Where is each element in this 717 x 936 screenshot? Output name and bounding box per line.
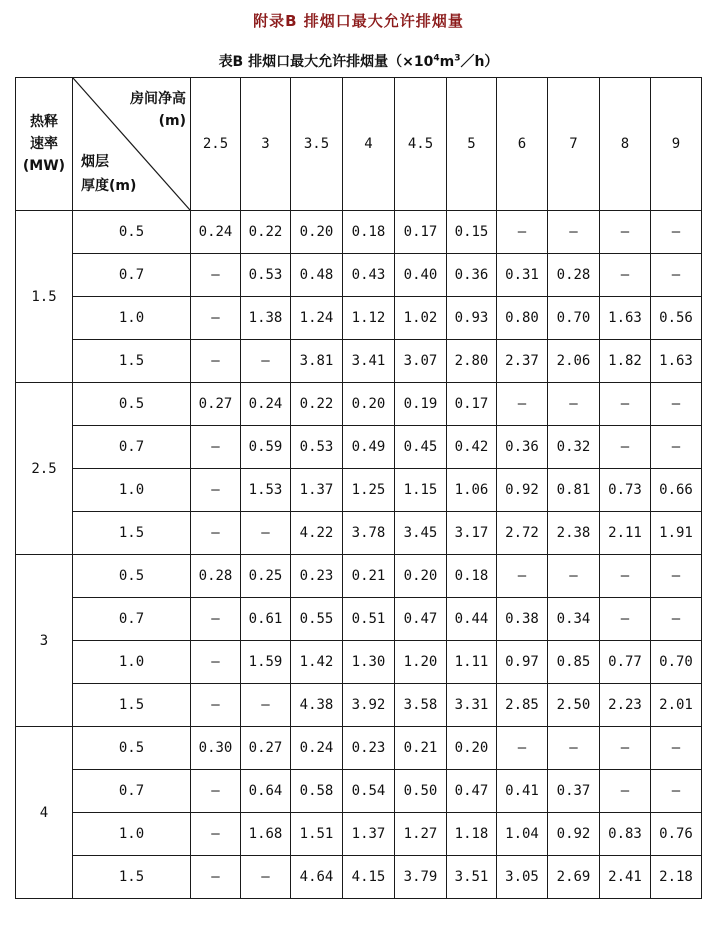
exhaust-rate-cell: 0.70 (548, 297, 600, 340)
exhaust-rate-cell: 0.19 (395, 383, 447, 426)
exhaust-rate-cell: 0.27 (241, 727, 291, 770)
exhaust-rate-cell: 0.28 (191, 555, 241, 598)
exhaust-rate-cell: — (241, 340, 291, 383)
exhaust-rate-cell: 0.28 (548, 254, 600, 297)
heat-release-value: 2.5 (16, 383, 73, 555)
header-row (16, 78, 702, 211)
smoke-layer-thickness: 1.0 (73, 469, 191, 512)
exhaust-rate-cell: 1.27 (395, 813, 447, 856)
exhaust-rate-cell: 0.38 (497, 598, 548, 641)
smoke-layer-thickness: 1.0 (73, 813, 191, 856)
exhaust-rate-cell: 0.22 (241, 211, 291, 254)
exhaust-rate-cell: — (191, 813, 241, 856)
exhaust-rate-cell: 0.24 (191, 211, 241, 254)
exhaust-rate-cell: 4.64 (291, 856, 343, 899)
exhaust-rate-cell: 0.48 (291, 254, 343, 297)
exhaust-rate-cell: — (600, 383, 651, 426)
table-row (16, 684, 702, 727)
exhaust-rate-cell: 3.81 (291, 340, 343, 383)
exhaust-rate-cell: 0.22 (291, 383, 343, 426)
exhaust-rate-cell: 0.54 (343, 770, 395, 813)
exhaust-rate-cell: 1.63 (600, 297, 651, 340)
exhaust-rate-cell: 3.78 (343, 512, 395, 555)
exhaust-rate-cell: — (548, 727, 600, 770)
table-row (16, 598, 702, 641)
exhaust-rate-cell: 1.30 (343, 641, 395, 684)
smoke-layer-label (81, 150, 136, 198)
exhaust-rate-cell: 2.01 (651, 684, 702, 727)
smoke-layer-thickness: 0.5 (73, 211, 191, 254)
exhaust-rate-cell: 1.24 (291, 297, 343, 340)
table-row (16, 512, 702, 555)
exhaust-rate-cell: 2.06 (548, 340, 600, 383)
exhaust-rate-cell: — (241, 684, 291, 727)
exhaust-rate-cell: 0.45 (395, 426, 447, 469)
exhaust-rate-cell: 1.04 (497, 813, 548, 856)
exhaust-rate-cell: — (497, 555, 548, 598)
exhaust-rate-cell: 2.38 (548, 512, 600, 555)
table-row (16, 469, 702, 512)
heat-release-header (16, 78, 73, 211)
exhaust-rate-cell: — (600, 727, 651, 770)
room-height-line: 房间净高 (130, 91, 186, 107)
exhaust-rate-cell: 1.59 (241, 641, 291, 684)
exhaust-rate-cell: 0.24 (291, 727, 343, 770)
exhaust-rate-cell: 0.34 (548, 598, 600, 641)
room-height-line: (m) (158, 113, 186, 129)
exhaust-rate-cell: 1.18 (447, 813, 497, 856)
exhaust-rate-cell: 3.05 (497, 856, 548, 899)
exhaust-rate-cell: — (241, 856, 291, 899)
caption-exponent-2: 3 (454, 53, 461, 64)
exhaust-rate-cell: 1.38 (241, 297, 291, 340)
exhaust-rate-cell: 0.15 (447, 211, 497, 254)
exhaust-rate-cell: — (548, 383, 600, 426)
exhaust-rate-cell: 0.53 (291, 426, 343, 469)
exhaust-rate-cell: 4.15 (343, 856, 395, 899)
exhaust-rate-cell: 3.31 (447, 684, 497, 727)
smoke-layer-thickness: 0.7 (73, 426, 191, 469)
height-header: 3.5 (291, 78, 343, 211)
exhaust-rate-cell: — (651, 555, 702, 598)
exhaust-rate-cell: 0.20 (395, 555, 447, 598)
exhaust-rate-cell: 0.61 (241, 598, 291, 641)
exhaust-rate-cell: — (191, 770, 241, 813)
exhaust-rate-cell: 0.43 (343, 254, 395, 297)
exhaust-rate-cell: 0.92 (548, 813, 600, 856)
height-header: 2.5 (191, 78, 241, 211)
heat-release-line: 热释 (30, 114, 58, 130)
height-header: 9 (651, 78, 702, 211)
exhaust-rate-cell: — (497, 211, 548, 254)
exhaust-rate-cell: — (191, 684, 241, 727)
heat-release-line: (MW) (22, 158, 66, 174)
exhaust-rate-cell: — (651, 426, 702, 469)
table-row (16, 727, 702, 770)
exhaust-rate-cell: 0.30 (191, 727, 241, 770)
exhaust-rate-cell: 3.17 (447, 512, 497, 555)
heat-release-value: 4 (16, 727, 73, 899)
smoke-layer-thickness: 0.5 (73, 727, 191, 770)
exhaust-rate-cell: 0.27 (191, 383, 241, 426)
exhaust-rate-cell: 2.50 (548, 684, 600, 727)
smoke-layer-thickness: 1.0 (73, 297, 191, 340)
exhaust-rate-cell: 0.40 (395, 254, 447, 297)
exhaust-rate-cell: 0.18 (447, 555, 497, 598)
smoke-layer-thickness: 0.5 (73, 555, 191, 598)
exhaust-rate-cell: 0.23 (291, 555, 343, 598)
exhaust-rate-cell: — (191, 340, 241, 383)
exhaust-rate-cell: 1.82 (600, 340, 651, 383)
room-height-label (130, 88, 186, 132)
exhaust-rate-cell: 0.51 (343, 598, 395, 641)
height-header: 5 (447, 78, 497, 211)
exhaust-rate-cell: — (600, 426, 651, 469)
smoke-layer-thickness: 0.5 (73, 383, 191, 426)
table-row (16, 813, 702, 856)
exhaust-rate-cell: 0.56 (651, 297, 702, 340)
exhaust-rate-cell: — (651, 254, 702, 297)
exhaust-rate-cell: 3.51 (447, 856, 497, 899)
exhaust-rate-cell: 2.23 (600, 684, 651, 727)
exhaust-rate-cell: 3.41 (343, 340, 395, 383)
exhaust-rate-cell: — (497, 727, 548, 770)
exhaust-rate-cell: — (548, 555, 600, 598)
exhaust-rate-cell: 0.20 (447, 727, 497, 770)
exhaust-rate-cell: — (600, 211, 651, 254)
exhaust-rate-cell: 0.81 (548, 469, 600, 512)
exhaust-rate-cell: 0.92 (497, 469, 548, 512)
exhaust-rate-cell: — (191, 856, 241, 899)
exhaust-rate-cell: 3.07 (395, 340, 447, 383)
exhaust-rate-cell: — (191, 469, 241, 512)
smoke-layer-thickness: 1.5 (73, 512, 191, 555)
exhaust-rate-cell: — (600, 598, 651, 641)
table-row (16, 856, 702, 899)
exhaust-rate-cell: — (191, 254, 241, 297)
exhaust-rate-cell: 1.11 (447, 641, 497, 684)
exhaust-rate-cell: 0.31 (497, 254, 548, 297)
exhaust-rate-cell: 2.11 (600, 512, 651, 555)
exhaust-rate-cell: — (651, 211, 702, 254)
heat-release-value: 1.5 (16, 211, 73, 383)
exhaust-rate-cell: — (600, 770, 651, 813)
smoke-layer-thickness: 0.7 (73, 254, 191, 297)
smoke-layer-thickness: 1.5 (73, 340, 191, 383)
exhaust-rate-cell: 0.83 (600, 813, 651, 856)
exhaust-rate-cell: 0.80 (497, 297, 548, 340)
exhaust-rate-cell: 2.37 (497, 340, 548, 383)
exhaust-rate-cell: — (191, 426, 241, 469)
exhaust-rate-cell: 1.25 (343, 469, 395, 512)
exhaust-rate-cell: 2.72 (497, 512, 548, 555)
smoke-layer-thickness: 1.5 (73, 856, 191, 899)
exhaust-rate-cell: 0.17 (395, 211, 447, 254)
exhaust-rate-cell: 1.20 (395, 641, 447, 684)
exhaust-rate-cell: 0.85 (548, 641, 600, 684)
diagonal-header-cell (73, 78, 191, 211)
exhaust-rate-cell: — (651, 598, 702, 641)
table-row (16, 297, 702, 340)
exhaust-rate-cell: 0.44 (447, 598, 497, 641)
smoke-layer-thickness: 1.0 (73, 641, 191, 684)
table-row (16, 383, 702, 426)
exhaust-rate-cell: 1.12 (343, 297, 395, 340)
smoke-layer-thickness: 1.5 (73, 684, 191, 727)
exhaust-rate-cell: 4.22 (291, 512, 343, 555)
exhaust-rate-cell: 0.21 (343, 555, 395, 598)
exhaust-rate-cell: 2.80 (447, 340, 497, 383)
exhaust-rate-cell: 0.32 (548, 426, 600, 469)
caption-suffix: ／h） (460, 54, 499, 70)
height-header: 3 (241, 78, 291, 211)
table-row (16, 340, 702, 383)
exhaust-rate-cell: 0.47 (395, 598, 447, 641)
exhaust-rate-cell: 3.92 (343, 684, 395, 727)
exhaust-rate-cell: — (241, 512, 291, 555)
exhaust-rate-cell: 0.49 (343, 426, 395, 469)
exhaust-rate-cell: — (497, 383, 548, 426)
exhaust-rate-cell: 0.24 (241, 383, 291, 426)
exhaust-rate-cell: — (191, 598, 241, 641)
exhaust-rate-cell: 1.37 (291, 469, 343, 512)
exhaust-rate-cell: 0.17 (447, 383, 497, 426)
exhaust-rate-cell: — (600, 254, 651, 297)
exhaust-rate-cell: 1.63 (651, 340, 702, 383)
smoke-layer-thickness: 0.7 (73, 598, 191, 641)
exhaust-rate-cell: 0.20 (291, 211, 343, 254)
table-row (16, 555, 702, 598)
caption-prefix: 表B 排烟口最大允许排烟量（×10 (218, 54, 434, 70)
caption-unit: m (439, 54, 455, 70)
exhaust-rate-cell: — (600, 555, 651, 598)
exhaust-rate-cell: 0.42 (447, 426, 497, 469)
exhaust-rate-cell: 0.66 (651, 469, 702, 512)
exhaust-rate-cell: 0.58 (291, 770, 343, 813)
height-header: 4 (343, 78, 395, 211)
exhaust-rate-cell: 0.50 (395, 770, 447, 813)
exhaust-rate-cell: 0.93 (447, 297, 497, 340)
exhaust-rate-cell: 0.20 (343, 383, 395, 426)
appendix-title: 附录B 排烟口最大允许排烟量 (253, 12, 464, 30)
exhaust-rate-cell: 3.79 (395, 856, 447, 899)
exhaust-rate-cell: 0.73 (600, 469, 651, 512)
exhaust-rate-cell: 0.59 (241, 426, 291, 469)
table-row (16, 641, 702, 684)
height-header: 7 (548, 78, 600, 211)
exhaust-rate-cell: 2.69 (548, 856, 600, 899)
heat-release-label (16, 111, 72, 177)
exhaust-rate-cell: 1.15 (395, 469, 447, 512)
exhaust-rate-cell: 0.25 (241, 555, 291, 598)
exhaust-rate-cell: 0.70 (651, 641, 702, 684)
exhaust-rate-cell: 4.38 (291, 684, 343, 727)
smoke-layer-line: 烟层 (81, 154, 109, 170)
exhaust-rate-cell: 0.36 (447, 254, 497, 297)
smoke-layer-line: 厚度(m) (81, 178, 137, 194)
exhaust-rate-cell: — (191, 297, 241, 340)
table-row (16, 770, 702, 813)
exhaust-rate-cell: 0.97 (497, 641, 548, 684)
exhaust-rate-cell: — (548, 211, 600, 254)
exhaust-rate-cell: 1.91 (651, 512, 702, 555)
height-header: 6 (497, 78, 548, 211)
exhaust-rate-cell: 2.41 (600, 856, 651, 899)
exhaust-rate-cell: 1.68 (241, 813, 291, 856)
height-header: 4.5 (395, 78, 447, 211)
height-header: 8 (600, 78, 651, 211)
exhaust-rate-cell: 0.18 (343, 211, 395, 254)
exhaust-rate-cell: 1.51 (291, 813, 343, 856)
exhaust-rate-cell: 3.58 (395, 684, 447, 727)
exhaust-rate-cell: — (191, 641, 241, 684)
smoke-layer-thickness: 0.7 (73, 770, 191, 813)
table-row (16, 211, 702, 254)
exhaust-rate-cell: 1.53 (241, 469, 291, 512)
exhaust-rate-cell: 0.47 (447, 770, 497, 813)
exhaust-rate-cell: — (651, 770, 702, 813)
exhaust-rate-cell: 0.36 (497, 426, 548, 469)
exhaust-rate-cell: 1.37 (343, 813, 395, 856)
exhaust-rate-cell: — (651, 727, 702, 770)
exhaust-rate-cell: 0.23 (343, 727, 395, 770)
exhaust-rate-cell: 0.53 (241, 254, 291, 297)
exhaust-rate-cell: 0.77 (600, 641, 651, 684)
exhaust-rate-cell: 2.18 (651, 856, 702, 899)
exhaust-rate-cell: — (191, 512, 241, 555)
heat-release-value: 3 (16, 555, 73, 727)
exhaust-rate-cell: 0.64 (241, 770, 291, 813)
exhaust-rate-cell: 0.21 (395, 727, 447, 770)
exhaust-rate-cell: 0.55 (291, 598, 343, 641)
exhaust-rate-cell: 0.37 (548, 770, 600, 813)
smoke-exhaust-table (15, 77, 702, 899)
exhaust-rate-cell: 2.85 (497, 684, 548, 727)
table-caption (0, 51, 717, 71)
exhaust-rate-cell: 0.41 (497, 770, 548, 813)
exhaust-rate-cell: 0.76 (651, 813, 702, 856)
heat-release-line: 速率 (30, 136, 58, 152)
table-body (16, 78, 702, 899)
exhaust-rate-cell: 1.42 (291, 641, 343, 684)
caption-exponent-1: 4 (433, 53, 440, 64)
table-row (16, 426, 702, 469)
exhaust-rate-cell: — (651, 383, 702, 426)
table-row (16, 254, 702, 297)
exhaust-rate-cell: 1.02 (395, 297, 447, 340)
exhaust-rate-cell: 3.45 (395, 512, 447, 555)
exhaust-rate-cell: 1.06 (447, 469, 497, 512)
